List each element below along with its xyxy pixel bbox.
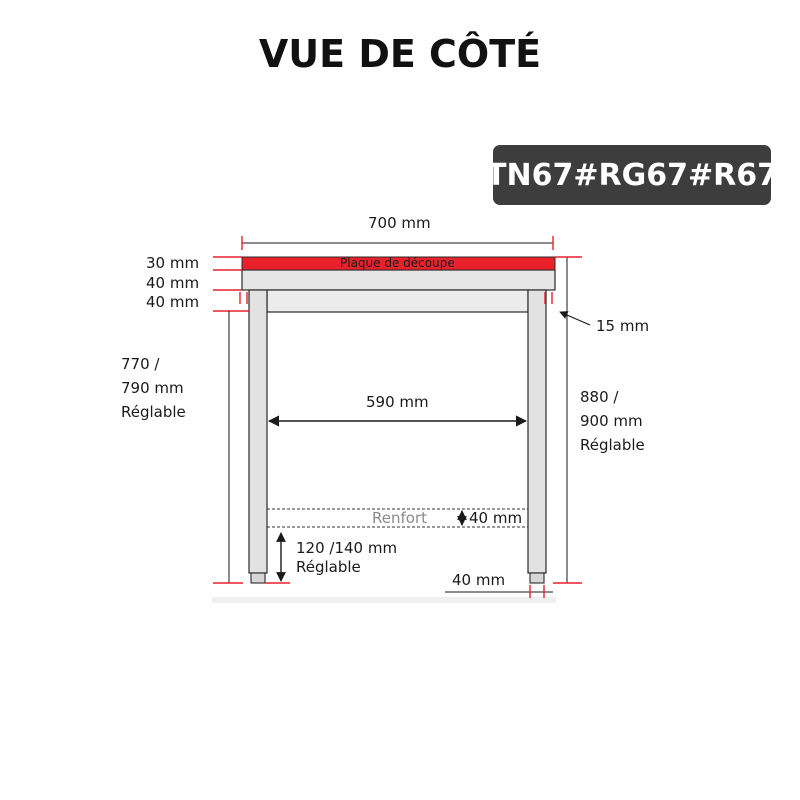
foot-height-adjustable: Réglable [296, 558, 361, 576]
board-thickness-label: 30 mm [146, 254, 200, 272]
leg-thickness-pointer [560, 312, 590, 325]
left-foot [251, 573, 265, 583]
total-width-label: 700 mm [368, 214, 431, 232]
leg-height-label-line2: 790 mm [121, 379, 184, 397]
page-title: VUE DE CÔTÉ [258, 32, 542, 76]
brace-height-label: 40 mm [469, 509, 523, 527]
right-foot [530, 573, 544, 583]
leg-height-adjustable: Réglable [121, 403, 186, 421]
model-code-badge: TN67#RG67#R67 [493, 145, 771, 205]
foot-height-label: 120 /140 mm [296, 539, 398, 557]
right-leg [528, 290, 546, 573]
leg-height-label-line1: 770 / [121, 355, 160, 373]
brace-label: Renfort [372, 509, 427, 527]
total-height-label-line1: 880 / [580, 388, 619, 406]
table-top-frame [242, 270, 555, 290]
total-height-adjustable: Réglable [580, 436, 645, 454]
cutting-board-label: Plaque de découpe [340, 256, 455, 270]
top-thickness-label: 40 mm [146, 274, 200, 292]
leg-thickness-label: 15 mm [596, 317, 650, 335]
apron-height-label: 40 mm [146, 293, 200, 311]
left-leg [249, 290, 267, 573]
apron [267, 290, 528, 312]
total-height-label-line2: 900 mm [580, 412, 643, 430]
inner-width-label: 590 mm [366, 393, 429, 411]
foot-width-label: 40 mm [452, 571, 506, 589]
